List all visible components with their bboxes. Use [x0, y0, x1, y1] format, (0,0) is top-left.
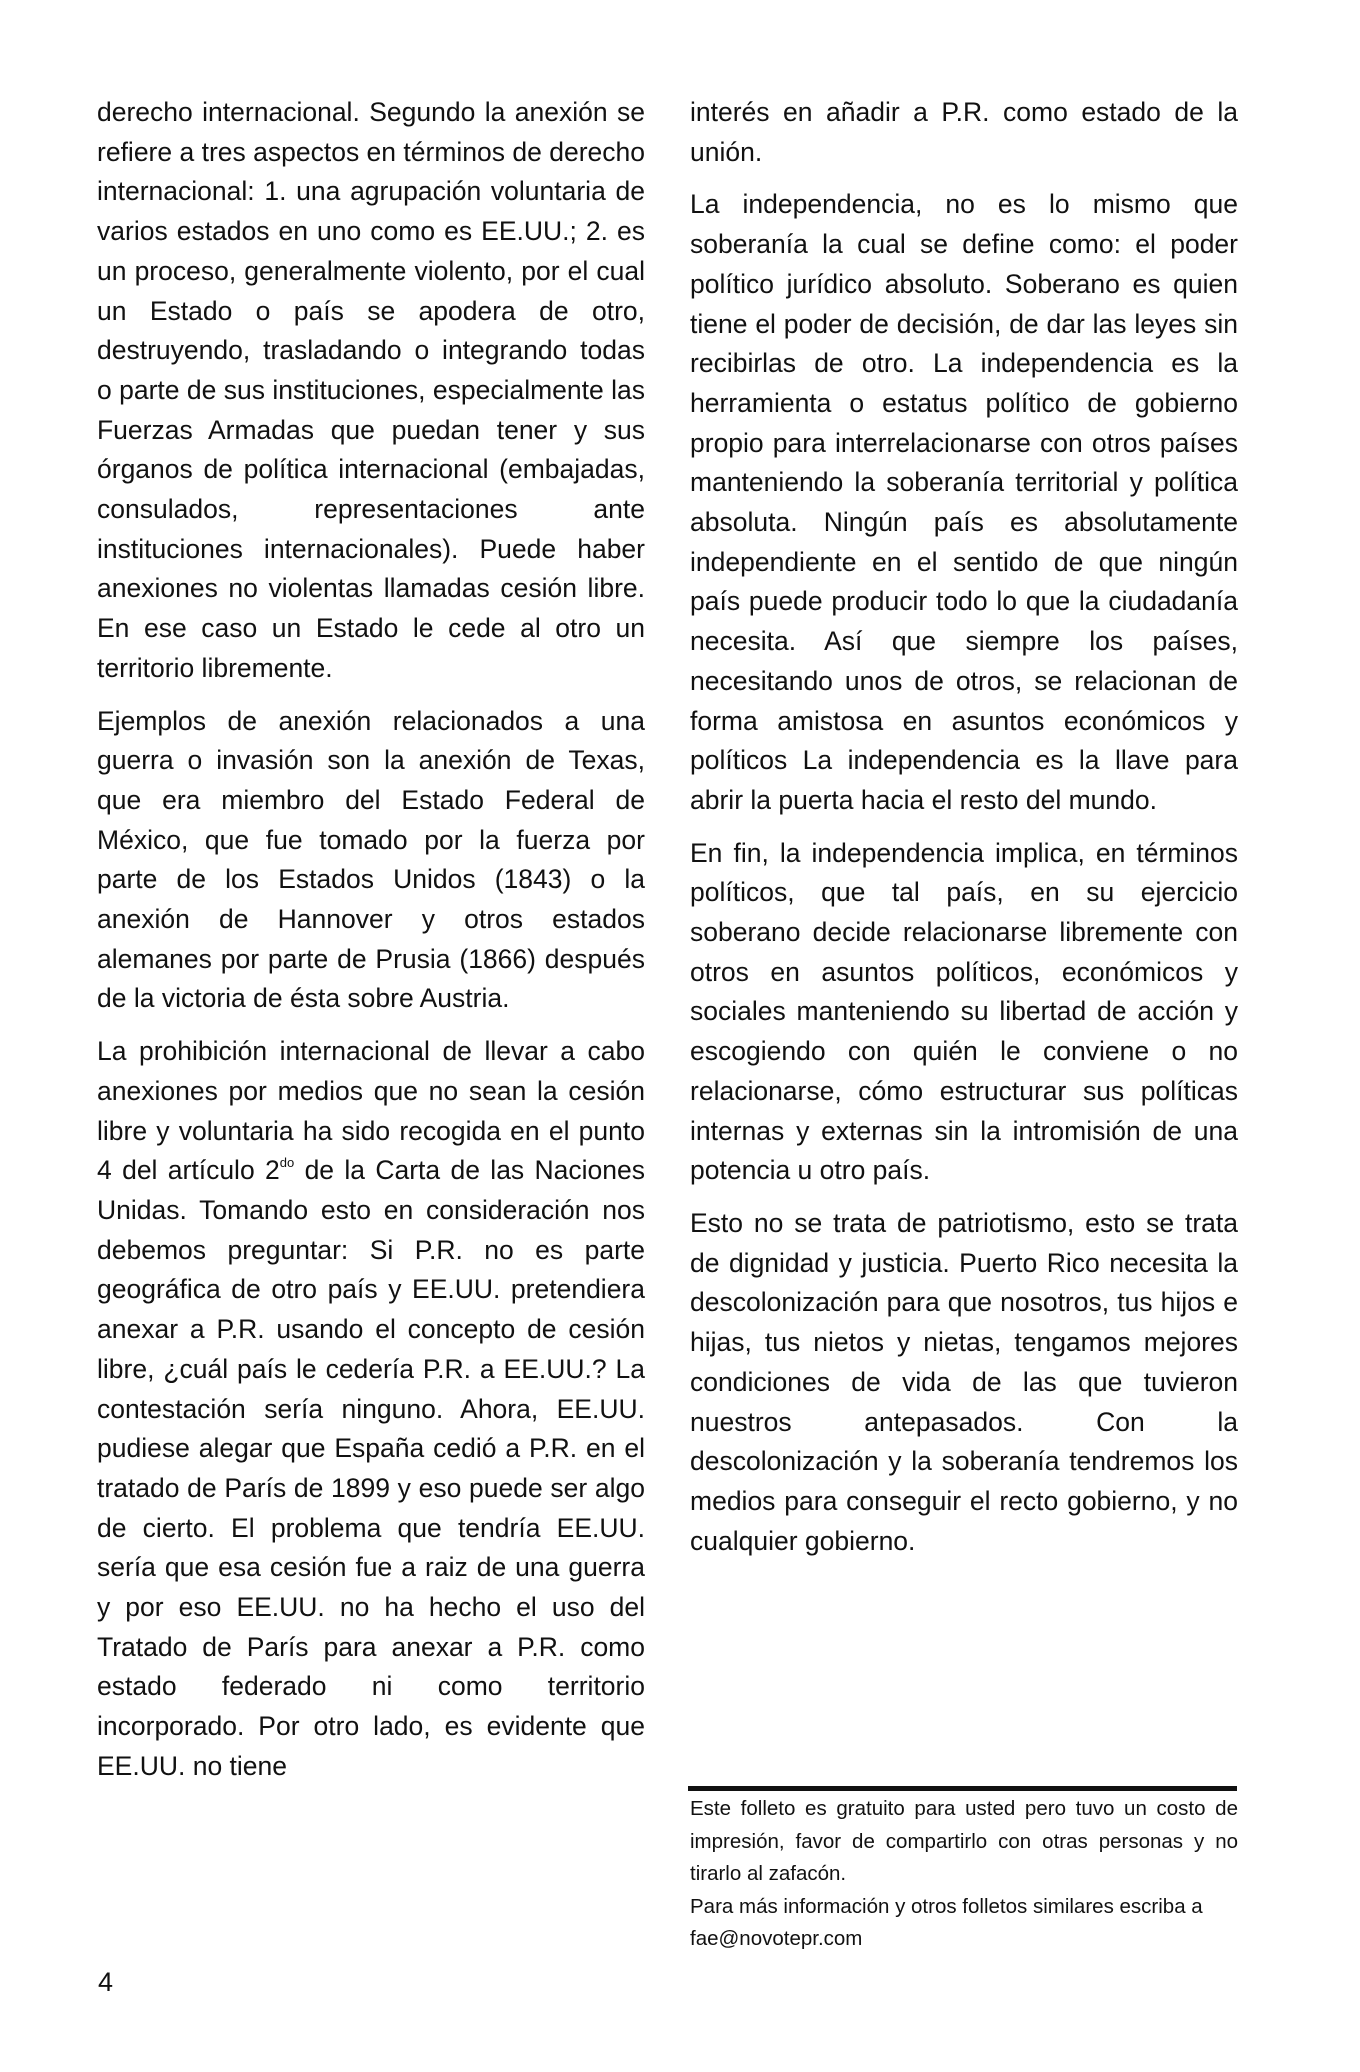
paragraph-independence-implies: En fin, la independencia implica, en términos políticos, que tal país, en su ejercicio soberano decide relacionarse libremente con otros en asuntos políticos, económicos y sociales manteniendo su libertad de acción y escogiendo con quién le conviene o no relacionarse, cómo estructurar sus políticas internas y externas sin la intromisión de una potencia u otro país.	[690, 837, 1238, 1186]
ordinal-superscript: do	[279, 1155, 295, 1171]
footer-divider	[688, 1786, 1237, 1791]
footer-note	[690, 1793, 1238, 1956]
page-number: 4	[98, 1967, 114, 1997]
paragraph-text-before-sup: La prohibición internacional de llevar a cabo anexiones por medios que no sean la cesión libre y voluntaria ha sido recogida en el punto 4 del artículo 2	[97, 1036, 645, 1186]
paragraph-text-after-sup: de la Carta de las Naciones Unidas. Tomando esto en consideración nos debemos preguntar: Si P.R. no es parte geográfica de otro país y EE.UU. pretendiera anexar a P.R. usando el concepto de cesión libre, ¿cuál país le cedería P.R. a EE.UU.? La contestación sería ninguno. Ahora, EE.UU. pudiese alegar que España cedió a P.R. en el tratado de París de 1899 y eso puede ser algo de cierto. El problema que tendría EE.UU. sería que esa cesión fue a raiz de una guerra y por eso EE.UU. no ha hecho el uso del Tratado de París para anexar a P.R. como estado federado ni como territorio incorporado. Por otro lado, es evidente que EE.UU. no tiene	[97, 1155, 645, 1781]
paragraph-continuation: interés en añadir a P.R. como estado de la unión.	[690, 97, 1238, 167]
paragraph-independence-vs-sovereignty: La independencia, no es lo mismo que soberanía la cual se define como: el poder político jurídico absoluto. Soberano es quien tiene el poder de decisión, de dar las leyes sin recibirlas de otro. La independencia es la herramienta o estatus político de gobierno propio para interrelacionarse con otros países manteniendo la soberanía territorial y política absoluta. Ningún país es absolutamente independiente en el sentido de que ningún país puede producir todo lo que la ciudadanía necesita. Así que siempre los países, necesitando unos de otros, se relacionan de forma amistosa en asuntos económicos y políticos La independencia es la llave para abrir la puerta hacia el resto del mundo.	[690, 189, 1238, 815]
paragraph-un-charter-prohibition	[97, 1032, 645, 1786]
paragraph-annexation-definition: derecho internacional. Segundo la anexión se refiere a tres aspectos en términos de derecho internacional: 1. una agrupación voluntaria de varios estados en uno como es EE.UU.; 2. es un proceso, generalmente violento, por el cual un Estado o país se apodera de otro, destruyendo, trasladando o integrando todas o parte de sus instituciones, especialmente las Fuerzas Armadas que puedan tener y sus órganos de política internacional (embajadas, consulados, representaciones ante instituciones internacionales). Puede haber anexiones no violentas llamadas cesión libre. En ese caso un Estado le cede al otro un territorio libremente.	[97, 97, 645, 683]
paragraph-annexation-examples: Ejemplos de anexión relacionados a una guerra o invasión son la anexión de Texas, que era miembro del Estado Federal de México, que fue tomado por la fuerza por parte de los Estados Unidos (1843) o la anexión de Hannover y otros estados alemanes por parte de Prusia (1866) después de la victoria de ésta sobre Austria.	[97, 705, 645, 1014]
right-column	[690, 93, 1238, 1574]
footer-contact-note: Para más información y otros folletos similares escriba a fae@novotepr.com	[690, 1894, 1203, 1950]
left-column	[97, 93, 645, 1800]
paragraph-dignity-justice: Esto no se trata de patriotismo, esto se trata de dignidad y justicia. Puerto Rico necesita la descolonización para que nosotros, tus hijos e hijas, tus nietos y nietas, tengamos mejores condiciones de vida de las que tuvieron nuestros antepasados. Con la descolonización y la soberanía tendremos los medios para conseguir el recto gobierno, y no cualquier gobierno.	[690, 1207, 1238, 1556]
footer-free-pamphlet-note: Este folleto es gratuito para usted pero tuvo un costo de impresión, favor de compartirlo con otras personas y no tirarlo al zafacón.	[690, 1797, 1238, 1885]
